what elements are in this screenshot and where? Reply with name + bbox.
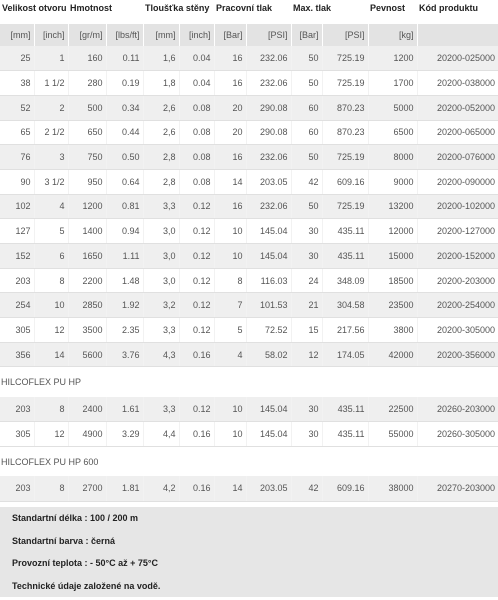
table-cell: 14 <box>34 342 68 367</box>
table-cell: 25 <box>0 46 34 71</box>
table-cell: 5600 <box>68 342 106 367</box>
table-cell: 435.11 <box>322 244 368 269</box>
table-cell: 10 <box>34 293 68 318</box>
table-cell: 50 <box>291 46 322 71</box>
table-cell: 2,8 <box>143 145 179 170</box>
unit-cell <box>417 24 498 46</box>
table-cell: 42 <box>291 476 322 501</box>
table-row <box>0 194 498 219</box>
table-cell: 232.06 <box>246 145 291 170</box>
table-cell: 20200-102000 <box>417 194 498 219</box>
table-cell: 20200-038000 <box>417 71 498 96</box>
column-header: Tloušťka stěny <box>145 3 210 13</box>
table-cell: 2 <box>34 95 68 120</box>
table-cell: 20200-090000 <box>417 169 498 194</box>
note-row <box>0 575 498 598</box>
table-cell: 0.12 <box>179 219 214 244</box>
table-cell: 3,0 <box>143 268 179 293</box>
table-cell: 174.05 <box>322 342 368 367</box>
table-cell: 0.19 <box>106 71 143 96</box>
table-cell: 15 <box>291 318 322 343</box>
table-cell: 0.04 <box>179 46 214 71</box>
table-cell: 1200 <box>368 46 417 71</box>
table-cell: 650 <box>68 120 106 145</box>
unit-cell: [Bar] <box>291 24 322 46</box>
table-cell: 4,3 <box>143 342 179 367</box>
table-cell: 6 <box>34 244 68 269</box>
table-cell: 290.08 <box>246 120 291 145</box>
note-text: Provozní teplota : - 50°C až + 75°C <box>12 558 158 569</box>
table-cell: 3,3 <box>143 194 179 219</box>
table-cell: 2,6 <box>143 120 179 145</box>
table-cell: 8000 <box>368 145 417 170</box>
table-cell: 280 <box>68 71 106 96</box>
table-cell: 12000 <box>368 219 417 244</box>
table-cell: 60 <box>291 95 322 120</box>
table-cell: 4,2 <box>143 476 179 501</box>
table-cell: 203 <box>0 397 34 422</box>
table-cell: 0.12 <box>179 194 214 219</box>
table-cell: 950 <box>68 169 106 194</box>
table-cell: 356 <box>0 342 34 367</box>
table-cell: 3,0 <box>143 219 179 244</box>
column-header: Hmotnost <box>70 3 112 13</box>
table-cell: 10 <box>214 219 246 244</box>
table-cell: 116.03 <box>246 268 291 293</box>
table-cell: 20200-254000 <box>417 293 498 318</box>
table-cell: 14 <box>214 476 246 501</box>
table-cell: 2,8 <box>143 169 179 194</box>
table-cell: 1200 <box>68 194 106 219</box>
table-cell: 0.94 <box>106 219 143 244</box>
table-row <box>0 46 498 71</box>
table-cell: 65 <box>0 120 34 145</box>
unit-cell: [Bar] <box>214 24 246 46</box>
unit-cell: [inch] <box>179 24 214 46</box>
table-cell: 4900 <box>68 422 106 447</box>
table-cell: 101.53 <box>246 293 291 318</box>
table-row <box>0 268 498 293</box>
table-cell: 1.48 <box>106 268 143 293</box>
table-cell: 1.92 <box>106 293 143 318</box>
column-header: Pevnost <box>370 3 406 13</box>
table-cell: 1,8 <box>143 71 179 96</box>
table-cell: 3.29 <box>106 422 143 447</box>
table-cell: 203.05 <box>246 169 291 194</box>
table-cell: 3 <box>34 145 68 170</box>
table-cell: 13200 <box>368 194 417 219</box>
table-cell: 20260-305000 <box>417 422 498 447</box>
table-cell: 0.81 <box>106 194 143 219</box>
table-cell: 20200-203000 <box>417 268 498 293</box>
table-cell: 72.52 <box>246 318 291 343</box>
table-cell: 20200-152000 <box>417 244 498 269</box>
table-cell: 0.12 <box>179 293 214 318</box>
table-cell: 145.04 <box>246 397 291 422</box>
table-cell: 0.44 <box>106 120 143 145</box>
table-cell: 3,2 <box>143 293 179 318</box>
table-cell: 8 <box>34 397 68 422</box>
table-cell: 52 <box>0 95 34 120</box>
table-cell: 42 <box>291 169 322 194</box>
table-cell: 2 1/2 <box>34 120 68 145</box>
table-cell: 5 <box>214 318 246 343</box>
table-cell: 8 <box>34 476 68 501</box>
table-cell: 12 <box>34 422 68 447</box>
note-row <box>0 530 498 553</box>
table-cell: 4 <box>34 194 68 219</box>
table-cell: 9000 <box>368 169 417 194</box>
table-row <box>0 244 498 269</box>
table-cell: 50 <box>291 145 322 170</box>
table-cell: 609.16 <box>322 169 368 194</box>
note-text: Standartní délka : 100 / 200 m <box>12 513 139 524</box>
table-cell: 232.06 <box>246 194 291 219</box>
table-row <box>0 120 498 145</box>
table-cell: 12 <box>34 318 68 343</box>
table-cell: 16 <box>214 71 246 96</box>
table-row <box>0 318 498 343</box>
table-cell: 305 <box>0 422 34 447</box>
table-cell: 0.50 <box>106 145 143 170</box>
table-cell: 0.08 <box>179 169 214 194</box>
table-cell: 435.11 <box>322 219 368 244</box>
table-cell: 20200-052000 <box>417 95 498 120</box>
table-cell: 254 <box>0 293 34 318</box>
table-cell: 0.08 <box>179 95 214 120</box>
table-cell: 290.08 <box>246 95 291 120</box>
unit-cell: [PSI] <box>246 24 291 46</box>
table-cell: 1.11 <box>106 244 143 269</box>
table-cell: 145.04 <box>246 244 291 269</box>
table-cell: 2400 <box>68 397 106 422</box>
table-cell: 145.04 <box>246 219 291 244</box>
table-cell: 7 <box>214 293 246 318</box>
section-heading-row <box>0 367 498 397</box>
table-cell: 232.06 <box>246 46 291 71</box>
table-cell: 160 <box>68 46 106 71</box>
table-cell: 0.16 <box>179 476 214 501</box>
table-cell: 20200-356000 <box>417 342 498 367</box>
table-cell: 0.12 <box>179 244 214 269</box>
table-cell: 2850 <box>68 293 106 318</box>
table-cell: 23500 <box>368 293 417 318</box>
table-cell: 3,3 <box>143 397 179 422</box>
table-row <box>0 476 498 501</box>
table-cell: 725.19 <box>322 145 368 170</box>
table-cell: 305 <box>0 318 34 343</box>
table-cell: 3800 <box>368 318 417 343</box>
section-heading: HILCOFLEX PU HP 600 <box>1 456 99 467</box>
table-cell: 42000 <box>368 342 417 367</box>
table-cell: 30 <box>291 244 322 269</box>
table-cell: 203 <box>0 268 34 293</box>
table-cell: 435.11 <box>322 422 368 447</box>
table-cell: 3.76 <box>106 342 143 367</box>
table-cell: 20 <box>214 95 246 120</box>
table-cell: 4,4 <box>143 422 179 447</box>
table-row <box>0 95 498 120</box>
table-row <box>0 397 498 422</box>
table-row <box>0 145 498 170</box>
header-row <box>0 0 498 24</box>
section-heading: HILCOFLEX PU HP <box>1 377 82 388</box>
table-cell: 2.35 <box>106 318 143 343</box>
table-cell: 750 <box>68 145 106 170</box>
table-cell: 14 <box>214 169 246 194</box>
table-cell: 2700 <box>68 476 106 501</box>
table-cell: 20200-065000 <box>417 120 498 145</box>
table-cell: 500 <box>68 95 106 120</box>
table-cell: 1650 <box>68 244 106 269</box>
table-cell: 0.12 <box>179 268 214 293</box>
table-cell: 20270-203000 <box>417 476 498 501</box>
table-cell: 22500 <box>368 397 417 422</box>
table-cell: 1.81 <box>106 476 143 501</box>
table-cell: 3 1/2 <box>34 169 68 194</box>
unit-cell: [mm] <box>143 24 179 46</box>
table-cell: 725.19 <box>322 194 368 219</box>
table-cell: 0.64 <box>106 169 143 194</box>
table-cell: 4 <box>214 342 246 367</box>
table-cell: 870.23 <box>322 95 368 120</box>
table-cell: 217.56 <box>322 318 368 343</box>
table-cell: 38000 <box>368 476 417 501</box>
table-cell: 30 <box>291 422 322 447</box>
table-cell: 2200 <box>68 268 106 293</box>
table-cell: 1700 <box>368 71 417 96</box>
table-cell: 232.06 <box>246 71 291 96</box>
column-header: Kód produktu <box>419 3 478 13</box>
note-text: Standartní barva : černá <box>12 535 116 546</box>
table-row <box>0 71 498 96</box>
table-cell: 30 <box>291 397 322 422</box>
table-cell: 15000 <box>368 244 417 269</box>
table-cell: 435.11 <box>322 397 368 422</box>
table-cell: 50 <box>291 71 322 96</box>
table-cell: 30 <box>291 219 322 244</box>
unit-row <box>0 24 498 46</box>
table-cell: 0.12 <box>179 397 214 422</box>
table-row <box>0 293 498 318</box>
table-cell: 102 <box>0 194 34 219</box>
table-row <box>0 342 498 367</box>
unit-cell: [gr/m] <box>68 24 106 46</box>
table-cell: 1 1/2 <box>34 71 68 96</box>
table-cell: 0.16 <box>179 342 214 367</box>
unit-cell: [kg] <box>368 24 417 46</box>
table-cell: 90 <box>0 169 34 194</box>
table-cell: 38 <box>0 71 34 96</box>
table-cell: 1,6 <box>143 46 179 71</box>
table-cell: 20 <box>214 120 246 145</box>
table-cell: 1400 <box>68 219 106 244</box>
table-cell: 127 <box>0 219 34 244</box>
table-cell: 76 <box>0 145 34 170</box>
table-row <box>0 422 498 447</box>
unit-cell: [inch] <box>34 24 68 46</box>
table-cell: 8 <box>34 268 68 293</box>
table-cell: 2,6 <box>143 95 179 120</box>
table-cell: 10 <box>214 244 246 269</box>
column-header: Max. tlak <box>293 3 332 13</box>
table-cell: 55000 <box>368 422 417 447</box>
table-cell: 152 <box>0 244 34 269</box>
table-cell: 8 <box>214 268 246 293</box>
table-cell: 203 <box>0 476 34 501</box>
note-row <box>0 507 498 530</box>
table-cell: 20200-025000 <box>417 46 498 71</box>
table-cell: 3,0 <box>143 244 179 269</box>
table-cell: 16 <box>214 145 246 170</box>
table-cell: 10 <box>214 422 246 447</box>
table-cell: 50 <box>291 194 322 219</box>
column-header: Velikost otvoru <box>2 3 67 13</box>
table-cell: 145.04 <box>246 422 291 447</box>
table-row <box>0 169 498 194</box>
section-heading-row <box>0 446 498 476</box>
table-cell: 203.05 <box>246 476 291 501</box>
table-cell: 60 <box>291 120 322 145</box>
column-header: Pracovní tlak <box>216 3 273 13</box>
table-cell: 10 <box>214 397 246 422</box>
table-cell: 348.09 <box>322 268 368 293</box>
table-cell: 20200-127000 <box>417 219 498 244</box>
table-cell: 20200-076000 <box>417 145 498 170</box>
table-cell: 3500 <box>68 318 106 343</box>
unit-cell: [PSI] <box>322 24 368 46</box>
table-cell: 725.19 <box>322 71 368 96</box>
unit-cell: [lbs/ft] <box>106 24 143 46</box>
table-cell: 6500 <box>368 120 417 145</box>
note-text: Technické údaje založené na vodě. <box>12 580 161 591</box>
table-cell: 0.08 <box>179 145 214 170</box>
table-cell: 20200-305000 <box>417 318 498 343</box>
table-cell: 18500 <box>368 268 417 293</box>
table-cell: 16 <box>214 46 246 71</box>
table-cell: 58.02 <box>246 342 291 367</box>
table-cell: 3,3 <box>143 318 179 343</box>
table-cell: 609.16 <box>322 476 368 501</box>
table-cell: 16 <box>214 194 246 219</box>
table-cell: 12 <box>291 342 322 367</box>
table-cell: 304.58 <box>322 293 368 318</box>
table-cell: 21 <box>291 293 322 318</box>
table-cell: 20260-203000 <box>417 397 498 422</box>
table-cell: 0.04 <box>179 71 214 96</box>
note-row <box>0 552 498 575</box>
unit-cell: [mm] <box>0 24 34 46</box>
table-cell: 1 <box>34 46 68 71</box>
table-cell: 0.08 <box>179 120 214 145</box>
table-cell: 5 <box>34 219 68 244</box>
table-cell: 0.16 <box>179 422 214 447</box>
table-cell: 870.23 <box>322 120 368 145</box>
table-cell: 1.61 <box>106 397 143 422</box>
table-cell: 24 <box>291 268 322 293</box>
table-cell: 0.34 <box>106 95 143 120</box>
table-cell: 5000 <box>368 95 417 120</box>
table-cell: 0.12 <box>179 318 214 343</box>
table-cell: 0.11 <box>106 46 143 71</box>
table-cell: 725.19 <box>322 46 368 71</box>
table-row <box>0 219 498 244</box>
